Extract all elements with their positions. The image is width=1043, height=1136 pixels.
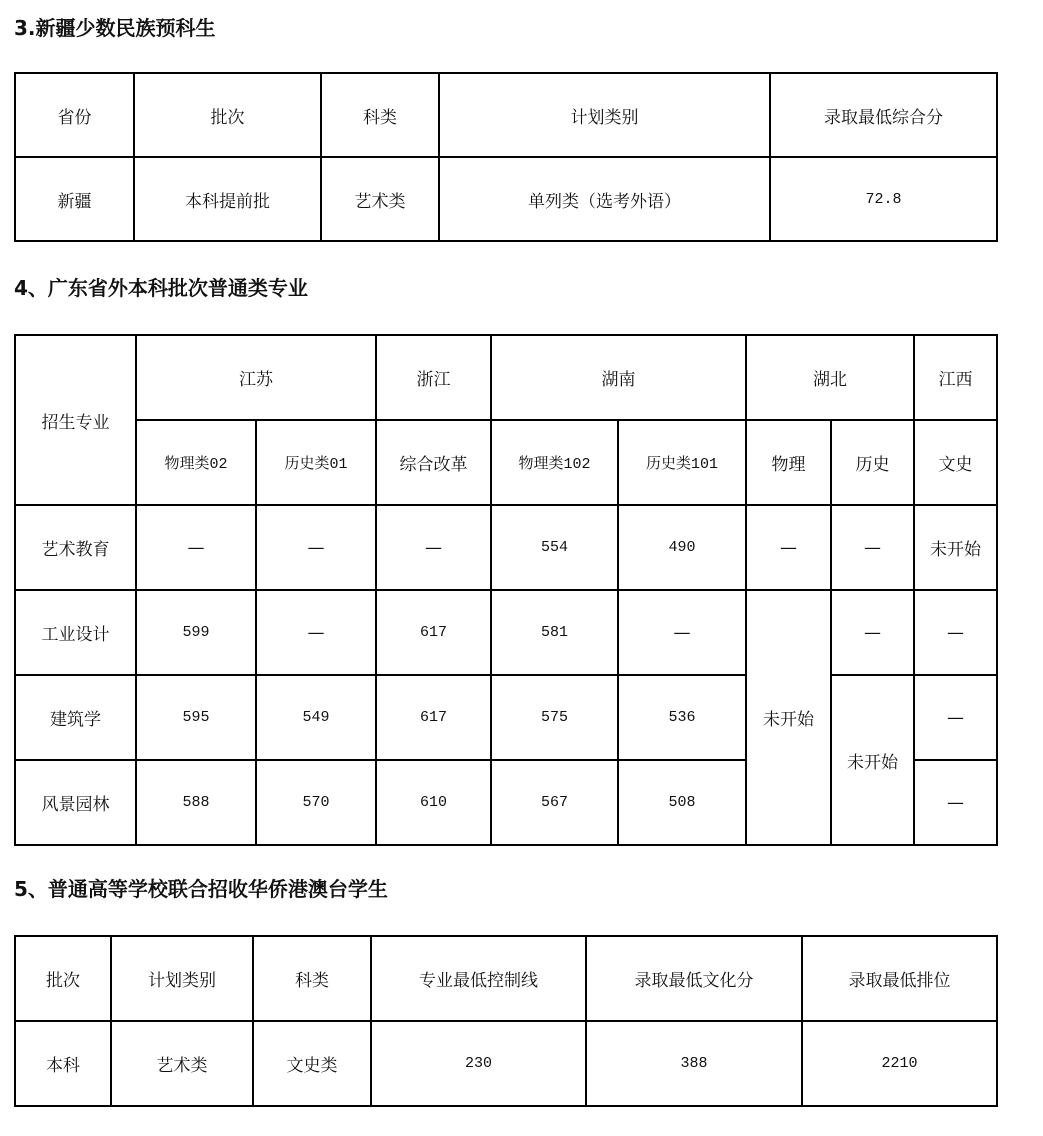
table-row (15, 505, 997, 590)
province-header-zhejiang: 浙江 (376, 335, 491, 420)
table-cell: 610 (376, 760, 491, 845)
table-cell: 599 (136, 590, 256, 675)
table-cell: 490 (618, 505, 746, 590)
major-cell: 风景园林 (15, 760, 136, 845)
table-cell: 本科提前批 (134, 157, 321, 241)
header-cell: 计划类别 (439, 73, 770, 157)
table-cell: 617 (376, 675, 491, 760)
province-header-jiangxi: 江西 (914, 335, 997, 420)
table-cell: 2210 (802, 1021, 997, 1106)
section-title-4: 4、广东省外本科批次普通类专业 (14, 276, 308, 300)
table-cell: — (831, 590, 914, 675)
header-cell: 计划类别 (111, 936, 253, 1021)
table-cell: — (136, 505, 256, 590)
header-cell: 批次 (134, 73, 321, 157)
table-cell: 581 (491, 590, 618, 675)
hubei-history-merged-cell: 未开始 (831, 675, 914, 845)
major-cell: 艺术教育 (15, 505, 136, 590)
table-cell: 575 (491, 675, 618, 760)
table-cell: — (831, 505, 914, 590)
table-cell: — (256, 590, 376, 675)
table-cell: 230 (371, 1021, 586, 1106)
table-cell: — (618, 590, 746, 675)
table-cell: 570 (256, 760, 376, 845)
header-cell: 科类 (253, 936, 371, 1021)
subject-header-row (15, 420, 997, 505)
table-cell: 艺术类 (111, 1021, 253, 1106)
province-header-hubei: 湖北 (746, 335, 914, 420)
header-cell: 专业最低控制线 (371, 936, 586, 1021)
table-cell: 未开始 (914, 505, 997, 590)
section-title-3: 3.新疆少数民族预科生 (14, 16, 216, 40)
overseas-chinese-students-table (14, 935, 998, 1107)
header-cell: 省份 (15, 73, 134, 157)
table-cell: 567 (491, 760, 618, 845)
header-cell: 录取最低排位 (802, 936, 997, 1021)
table-cell: — (914, 590, 997, 675)
table-row (15, 157, 997, 241)
subject-header-cell: 历史类01 (256, 420, 376, 505)
subject-header-cell: 物理类02 (136, 420, 256, 505)
header-cell: 科类 (321, 73, 439, 157)
header-cell: 批次 (15, 936, 111, 1021)
major-cell: 工业设计 (15, 590, 136, 675)
table-cell: — (914, 675, 997, 760)
subject-header-cell: 物理 (746, 420, 831, 505)
table-row (15, 1021, 997, 1106)
hubei-physics-merged-cell: 未开始 (746, 590, 831, 845)
table-cell: 单列类（选考外语） (439, 157, 770, 241)
table-header-row (15, 73, 997, 157)
table-cell: — (746, 505, 831, 590)
header-cell: 录取最低文化分 (586, 936, 802, 1021)
table-cell: — (256, 505, 376, 590)
table-cell: 文史类 (253, 1021, 371, 1106)
table-cell: 72.8 (770, 157, 997, 241)
table-cell: 388 (586, 1021, 802, 1106)
province-header-row (15, 335, 997, 420)
table-cell: — (914, 760, 997, 845)
subject-header-cell: 历史类101 (618, 420, 746, 505)
table-cell: — (376, 505, 491, 590)
table-row (15, 590, 997, 675)
major-header-cell: 招生专业 (15, 335, 136, 505)
table-cell: 595 (136, 675, 256, 760)
table-header-row (15, 936, 997, 1021)
subject-header-cell: 物理类102 (491, 420, 618, 505)
province-header-jiangsu: 江苏 (136, 335, 376, 420)
header-cell: 录取最低综合分 (770, 73, 997, 157)
out-of-province-scores-table (14, 334, 998, 846)
section-title-5: 5、普通高等学校联合招收华侨港澳台学生 (14, 877, 388, 901)
table-cell: 588 (136, 760, 256, 845)
xinjiang-preparatory-table (14, 72, 998, 242)
major-cell: 建筑学 (15, 675, 136, 760)
table-cell: 508 (618, 760, 746, 845)
province-header-hunan: 湖南 (491, 335, 746, 420)
subject-header-cell: 历史 (831, 420, 914, 505)
table-cell: 536 (618, 675, 746, 760)
table-cell: 617 (376, 590, 491, 675)
table-cell: 549 (256, 675, 376, 760)
table-row (15, 675, 997, 760)
subject-header-cell: 文史 (914, 420, 997, 505)
table-cell: 本科 (15, 1021, 111, 1106)
table-cell: 新疆 (15, 157, 134, 241)
subject-header-cell: 综合改革 (376, 420, 491, 505)
table-cell: 艺术类 (321, 157, 439, 241)
table-cell: 554 (491, 505, 618, 590)
